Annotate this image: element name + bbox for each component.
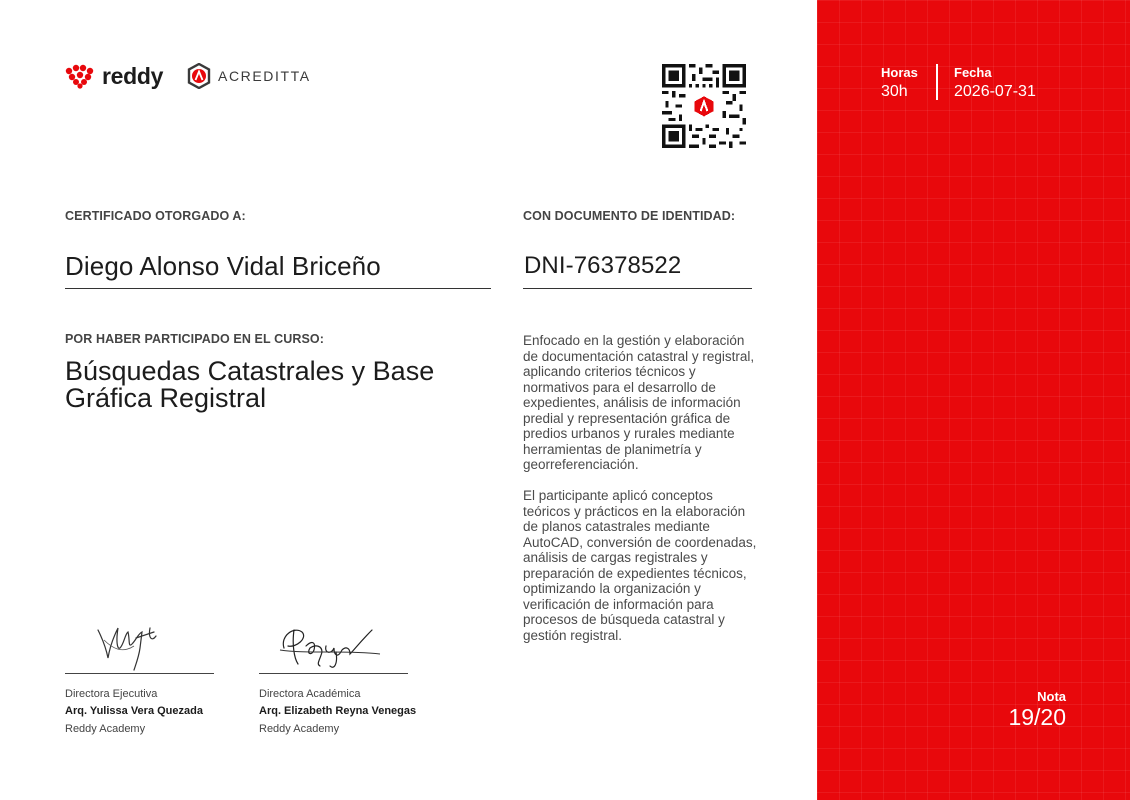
reddy-logo <box>64 60 163 92</box>
id-underline <box>523 288 752 289</box>
id-value: DNI-76378522 <box>524 252 682 279</box>
signature-executive <box>92 618 162 674</box>
acreditta-logo <box>186 62 311 90</box>
red-side-panel <box>817 0 1130 800</box>
grade-label: Nota <box>1037 689 1066 704</box>
id-label: CON DOCUMENTO DE IDENTIDAD: <box>523 209 736 223</box>
acreditta-wordmark: ACREDITTA <box>218 68 311 84</box>
acreditta-logo-icon <box>186 63 212 89</box>
awarded-label: CERTIFICADO OTORGADO A: <box>65 209 246 223</box>
grade-value: 19/20 <box>1008 704 1066 730</box>
signature-line-executive <box>65 673 214 674</box>
signatory-role: Directora Académica <box>259 688 361 700</box>
date-value: 2026-07-31 <box>954 83 1036 100</box>
course-description-1: Enfocado en la gestión y elaboración de documentación catastral y registral, aplicando criterios técnicos y normativos para el desarrollo de expedientes, análisis de información predial y representación gráfica de predios urbanos y rurales mediante herramientas de planimetría y georreferenciación. <box>523 333 755 472</box>
signatory-role: Directora Ejecutiva <box>65 688 158 700</box>
signature-line-academic <box>259 673 408 674</box>
recipient-underline <box>65 288 491 289</box>
course-description-2: El participante aplicó conceptos teóricos y prácticos en la elaboración de planos catastrales mediante AutoCAD, conversión de coordenadas, análisis de cargas registrales y preparación de expedientes técnicos, optimizando la organización y verificación de información para procesos de búsqueda catastral y gestión registral. <box>523 488 757 643</box>
hours-value: 30h <box>881 83 908 100</box>
signatory-name: Arq. Elizabeth Reyna Venegas <box>259 705 417 717</box>
date-label: Fecha <box>954 65 992 80</box>
signature-academic <box>276 620 382 672</box>
recipient-name: Diego Alonso Vidal Briceño <box>65 251 381 281</box>
signatory-org: Reddy Academy <box>65 723 146 735</box>
hours-label: Horas <box>881 65 918 80</box>
course-title: Búsquedas Catastrales y Base Gráfica Registral <box>65 356 435 413</box>
qr-code-icon[interactable] <box>662 64 746 148</box>
panel-divider <box>936 64 938 100</box>
signatory-name: Arq. Yulissa Vera Quezada <box>65 705 203 717</box>
signatory-org: Reddy Academy <box>259 723 340 735</box>
reddy-wordmark: reddy <box>102 62 164 89</box>
course-label: POR HABER PARTICIPADO EN EL CURSO: <box>65 332 324 346</box>
reddy-logo-icon <box>64 62 96 90</box>
